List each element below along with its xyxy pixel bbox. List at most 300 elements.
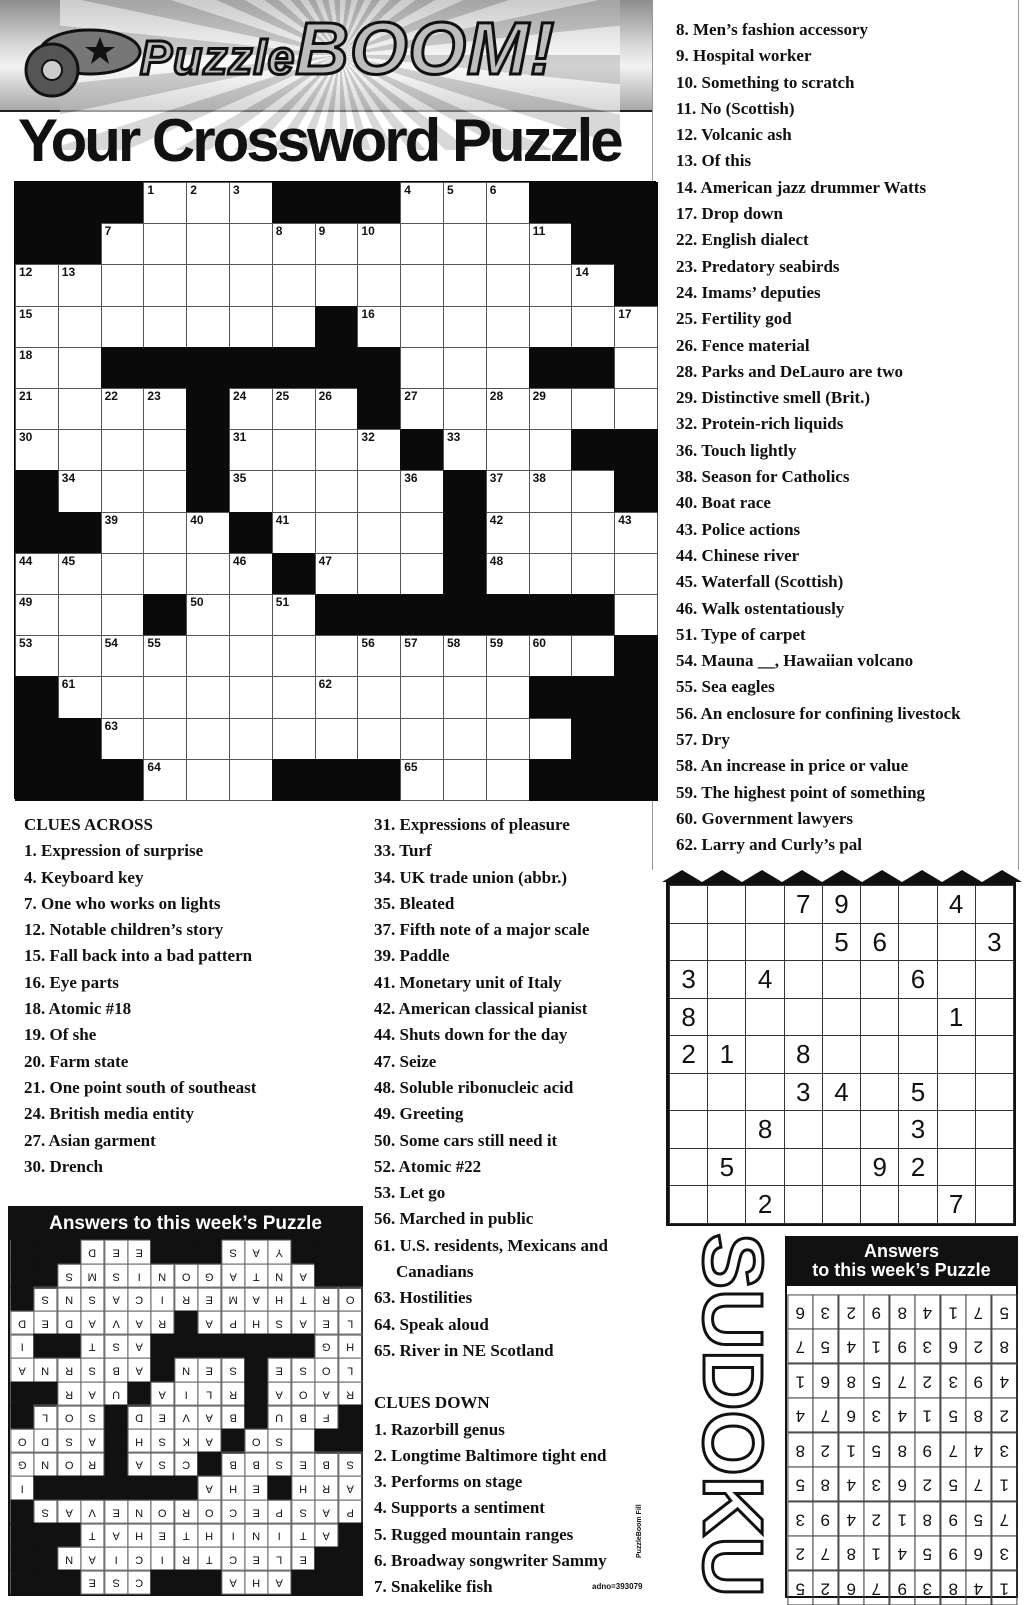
crossword-cell[interactable]: [486, 223, 530, 265]
crossword-cell[interactable]: [443, 264, 487, 306]
crossword-cell[interactable]: [571, 512, 615, 554]
crossword-cell[interactable]: [315, 635, 359, 677]
answer-block-cell: [33, 1382, 57, 1407]
answer-cell: O: [174, 1264, 198, 1289]
sudoku-cell[interactable]: [707, 885, 746, 924]
crossword-cell[interactable]: [486, 635, 530, 677]
answer-cell: H: [244, 1311, 268, 1336]
sudoku-cell[interactable]: [898, 885, 937, 924]
sudoku-answer-cell: 5: [863, 1432, 889, 1467]
sudoku-cell[interactable]: [707, 1185, 746, 1224]
clue-item: 23. Predatory seabirds: [676, 256, 840, 276]
sudoku-cell[interactable]: [860, 960, 899, 999]
crossword-cell[interactable]: [315, 223, 359, 265]
crossword-cell[interactable]: [614, 512, 658, 554]
crossword-cell[interactable]: [614, 553, 658, 595]
answer-cell: B: [291, 1405, 315, 1430]
crossword-cell[interactable]: [15, 635, 59, 677]
crossword-cell[interactable]: [529, 223, 573, 265]
crossword-cell[interactable]: [357, 306, 401, 348]
crossword-block-cell: [58, 512, 102, 554]
crossword-cell[interactable]: [272, 429, 316, 471]
sudoku-cell[interactable]: [860, 1110, 899, 1149]
crossword-cell[interactable]: [229, 594, 273, 636]
crossword-cell[interactable]: [357, 470, 401, 512]
crossword-cell[interactable]: [229, 182, 273, 224]
crossword-cell[interactable]: [529, 429, 573, 471]
crossword-cell[interactable]: [486, 182, 530, 224]
crossword-cell[interactable]: [186, 512, 230, 554]
crossword-cell[interactable]: [229, 429, 273, 471]
crossword-block-cell: [357, 594, 401, 636]
crossword-block-cell: [186, 429, 230, 471]
crossword-cell[interactable]: [272, 306, 316, 348]
crossword-cell[interactable]: [186, 635, 230, 677]
sudoku-cell[interactable]: [860, 1185, 899, 1224]
crossword-cell[interactable]: [571, 388, 615, 430]
crossword-cell[interactable]: [315, 388, 359, 430]
crossword-cell[interactable]: [186, 223, 230, 265]
crossword-cell[interactable]: [101, 223, 145, 265]
sudoku-cell[interactable]: [707, 1073, 746, 1112]
crossword-cell[interactable]: [15, 553, 59, 595]
sudoku-cell[interactable]: [975, 1185, 1014, 1224]
crossword-cell[interactable]: [143, 182, 187, 224]
crossword-cell[interactable]: [15, 388, 59, 430]
sudoku-answer-cell: 6: [940, 1328, 966, 1363]
sudoku-cell[interactable]: [745, 1073, 784, 1112]
crossword-cell[interactable]: [486, 388, 530, 430]
crossword-cell[interactable]: [400, 223, 444, 265]
sudoku-cell[interactable]: [937, 1073, 976, 1112]
sudoku-cell[interactable]: [975, 1148, 1014, 1187]
crossword-cell[interactable]: [186, 759, 230, 801]
crossword-cell[interactable]: [58, 594, 102, 636]
crossword-cell[interactable]: [101, 635, 145, 677]
answer-block-cell: [244, 1405, 268, 1430]
sudoku-cell[interactable]: [937, 1148, 976, 1187]
crossword-cell[interactable]: [529, 635, 573, 677]
crossword-cell[interactable]: [272, 264, 316, 306]
clue-item: 51. Type of carpet: [676, 624, 806, 644]
clue-number: 41: [275, 512, 290, 527]
sudoku-answer-cell: 3: [991, 1535, 1017, 1570]
clue-number: 39: [104, 512, 118, 527]
sudoku-cell[interactable]: [937, 1035, 976, 1074]
sudoku-cell[interactable]: [822, 1035, 861, 1074]
answer-cell: H: [127, 1429, 151, 1454]
crossword-cell[interactable]: [186, 594, 230, 636]
crossword-cell[interactable]: [614, 594, 658, 636]
sudoku-cell[interactable]: [822, 960, 861, 999]
crossword-cell[interactable]: [400, 388, 444, 430]
answer-cell: I: [150, 1547, 174, 1572]
sudoku-cell[interactable]: [707, 1110, 746, 1149]
crossword-cell[interactable]: [58, 264, 102, 306]
answer-cell: E: [127, 1240, 151, 1265]
crossword-cell[interactable]: [443, 676, 487, 718]
sudoku-cell[interactable]: [822, 1185, 861, 1224]
crossword-cell[interactable]: [143, 718, 187, 760]
crossword-cell[interactable]: [443, 635, 487, 677]
clue-item: 20. Farm state: [24, 1051, 129, 1071]
crossword-cell[interactable]: [186, 306, 230, 348]
answer-block-cell: [10, 1547, 34, 1572]
crossword-cell[interactable]: [143, 676, 187, 718]
crossword-cell[interactable]: [101, 718, 145, 760]
crossword-cell[interactable]: [486, 676, 530, 718]
answer-cell: E: [150, 1405, 174, 1430]
answer-cell: H: [338, 1334, 362, 1359]
crossword-cell[interactable]: [272, 635, 316, 677]
crossword-cell[interactable]: [400, 635, 444, 677]
sudoku-cell[interactable]: [784, 998, 823, 1037]
sudoku-cell[interactable]: [898, 923, 937, 962]
crossword-cell[interactable]: [315, 429, 359, 471]
clue-item: 56. An enclosure for confining livestock: [676, 703, 961, 723]
sudoku-cell[interactable]: [860, 885, 899, 924]
clue-number: 58: [447, 636, 461, 651]
answer-cell: B: [314, 1452, 338, 1477]
crossword-cell[interactable]: [229, 306, 273, 348]
sudoku-answer-cell: 4: [965, 1432, 991, 1467]
crossword-cell[interactable]: [443, 306, 487, 348]
sudoku-answer-cell: 8: [991, 1328, 1017, 1363]
sudoku-cell[interactable]: [745, 998, 784, 1037]
crossword-cell[interactable]: [272, 223, 316, 265]
sudoku-cell[interactable]: [707, 960, 746, 999]
sudoku-answer-cell: 7: [940, 1432, 966, 1467]
clue-number: 38: [532, 471, 546, 486]
sudoku-cell[interactable]: [669, 1073, 708, 1112]
sudoku-answer-cell: 3: [914, 1328, 940, 1363]
sudoku-cell[interactable]: [784, 923, 823, 962]
crossword-cell[interactable]: [143, 306, 187, 348]
crossword-cell[interactable]: [571, 264, 615, 306]
sudoku-cell[interactable]: [898, 1035, 937, 1074]
clue-number: 14: [575, 265, 589, 280]
crossword-cell[interactable]: [400, 512, 444, 554]
crossword-block-cell: [315, 306, 359, 348]
crossword-cell[interactable]: [101, 676, 145, 718]
crossword-cell[interactable]: [101, 264, 145, 306]
crossword-cell[interactable]: [143, 635, 187, 677]
crossword-cell[interactable]: [443, 718, 487, 760]
sudoku-cell[interactable]: [898, 1185, 937, 1224]
crossword-cell[interactable]: [186, 182, 230, 224]
crossword-cell[interactable]: [101, 429, 145, 471]
answer-block-cell: [338, 1547, 362, 1572]
crossword-cell[interactable]: [400, 718, 444, 760]
answer-cell: O: [314, 1358, 338, 1383]
crossword-cell[interactable]: [614, 388, 658, 430]
crossword-cell[interactable]: [529, 470, 573, 512]
crossword-cell[interactable]: [400, 553, 444, 595]
crossword-cell[interactable]: [571, 306, 615, 348]
sudoku-cell[interactable]: [975, 960, 1014, 999]
sudoku-cell[interactable]: [860, 1073, 899, 1112]
crossword-cell[interactable]: [400, 264, 444, 306]
crossword-cell[interactable]: [15, 264, 59, 306]
crossword-cell[interactable]: [229, 718, 273, 760]
sudoku-cell[interactable]: [669, 1185, 708, 1224]
clue-number: 47: [318, 553, 332, 568]
crossword-cell[interactable]: [400, 676, 444, 718]
crossword-cell[interactable]: [229, 676, 273, 718]
crossword-answers-grid: [10, 1240, 361, 1594]
crossword-cell[interactable]: [143, 759, 187, 801]
answer-block-cell: [33, 1547, 57, 1572]
answer-block-cell: [10, 1287, 34, 1312]
sudoku-cell[interactable]: [707, 923, 746, 962]
crossword-cell[interactable]: [571, 553, 615, 595]
crossword-cell[interactable]: [101, 553, 145, 595]
crossword-cell[interactable]: [315, 470, 359, 512]
crossword-cell[interactable]: [101, 306, 145, 348]
crossword-cell[interactable]: [357, 676, 401, 718]
crossword-cell[interactable]: [272, 470, 316, 512]
sudoku-cell: 3: [784, 1073, 823, 1112]
crossword-cell[interactable]: [143, 553, 187, 595]
crossword-cell[interactable]: [529, 553, 573, 595]
crossword-cell[interactable]: [186, 718, 230, 760]
crossword-cell[interactable]: [15, 429, 59, 471]
crossword-block-cell: [143, 347, 187, 389]
crossword-cell[interactable]: [143, 470, 187, 512]
crossword-block-cell: [315, 594, 359, 636]
crossword-cell[interactable]: [143, 264, 187, 306]
answer-block-cell: [127, 1382, 151, 1407]
crossword-cell[interactable]: [443, 182, 487, 224]
crossword-cell[interactable]: [357, 223, 401, 265]
answer-cell: M: [80, 1264, 104, 1289]
answer-block-cell: [174, 1334, 198, 1359]
crossword-cell[interactable]: [486, 429, 530, 471]
sudoku-cell[interactable]: [745, 1035, 784, 1074]
answer-cell: A: [197, 1311, 221, 1336]
answer-cell: T: [80, 1334, 104, 1359]
crossword-cell[interactable]: [229, 264, 273, 306]
crossword-block-cell: [443, 512, 487, 554]
sudoku-cell[interactable]: [784, 1185, 823, 1224]
crossword-cell[interactable]: [529, 264, 573, 306]
crossword-cell[interactable]: [571, 470, 615, 512]
sudoku-cell[interactable]: [975, 998, 1014, 1037]
crossword-cell[interactable]: [486, 553, 530, 595]
sudoku-answer-cell: 5: [914, 1535, 940, 1570]
sudoku-cell[interactable]: [669, 923, 708, 962]
crossword-cell[interactable]: [486, 264, 530, 306]
sudoku-answer-cell: 1: [914, 1397, 940, 1432]
sudoku-logo-text: SUDOKU: [685, 1232, 780, 1598]
crossword-cell[interactable]: [143, 223, 187, 265]
crossword-cell[interactable]: [315, 264, 359, 306]
clue-item: 19. Of she: [24, 1025, 97, 1045]
crossword-cell[interactable]: [315, 676, 359, 718]
sudoku-answer-cell: 5: [991, 1294, 1017, 1329]
crossword-cell[interactable]: [15, 347, 59, 389]
sudoku-cell[interactable]: [669, 885, 708, 924]
answer-cell: M: [221, 1287, 245, 1312]
crossword-cell[interactable]: [58, 676, 102, 718]
answer-cell: H: [244, 1570, 268, 1595]
crossword-block-cell: [357, 347, 401, 389]
crossword-cell[interactable]: [15, 306, 59, 348]
crossword-cell[interactable]: [101, 470, 145, 512]
answer-cell: A: [221, 1264, 245, 1289]
crossword-cell[interactable]: [272, 718, 316, 760]
crossword-cell[interactable]: [272, 388, 316, 430]
crossword-grid[interactable]: [14, 181, 656, 799]
sudoku-cell[interactable]: [784, 960, 823, 999]
answer-cell: R: [150, 1311, 174, 1336]
crossword-cell[interactable]: [443, 759, 487, 801]
sudoku-cell[interactable]: [784, 1148, 823, 1187]
crossword-cell[interactable]: [143, 388, 187, 430]
answer-cell: S: [338, 1452, 362, 1477]
sudoku-cell[interactable]: [707, 998, 746, 1037]
clue-item: 13. Of this: [676, 151, 752, 171]
crossword-cell[interactable]: [357, 512, 401, 554]
crossword-cell[interactable]: [529, 388, 573, 430]
sudoku-answer-cell: 2: [787, 1535, 813, 1570]
crossword-cell[interactable]: [143, 429, 187, 471]
crossword-cell[interactable]: [143, 512, 187, 554]
crossword-cell[interactable]: [614, 306, 658, 348]
crossword-cell[interactable]: [229, 223, 273, 265]
sudoku-cell[interactable]: [669, 1148, 708, 1187]
sudoku-answer-cell: 5: [812, 1328, 838, 1363]
crossword-cell[interactable]: [443, 429, 487, 471]
crossword-cell[interactable]: [58, 429, 102, 471]
crossword-cell[interactable]: [315, 553, 359, 595]
sudoku-cell[interactable]: [975, 1073, 1014, 1112]
crossword-cell[interactable]: [229, 635, 273, 677]
sudoku-cell[interactable]: [937, 960, 976, 999]
clue-item: 14. American jazz drummer Watts: [676, 177, 927, 197]
sudoku-cell[interactable]: [975, 1035, 1014, 1074]
crossword-block-cell: [15, 759, 59, 801]
crossword-cell[interactable]: [486, 347, 530, 389]
crossword-cell[interactable]: [486, 306, 530, 348]
sudoku-cell[interactable]: [975, 885, 1014, 924]
sudoku-answer-cell: 4: [838, 1328, 864, 1363]
sudoku-cell[interactable]: [669, 1110, 708, 1149]
crossword-cell[interactable]: [357, 718, 401, 760]
answer-block-cell: [57, 1570, 81, 1595]
sudoku-answer-cell: 5: [863, 1363, 889, 1398]
crossword-cell[interactable]: [357, 635, 401, 677]
clue-number: 8: [275, 224, 283, 239]
sudoku-cell[interactable]: [898, 998, 937, 1037]
crossword-cell[interactable]: [101, 388, 145, 430]
crossword-cell[interactable]: [571, 635, 615, 677]
crossword-cell[interactable]: [58, 388, 102, 430]
crossword-cell[interactable]: [229, 759, 273, 801]
sudoku-cell[interactable]: [745, 885, 784, 924]
clue-number: 40: [190, 512, 204, 527]
crossword-cell[interactable]: [229, 553, 273, 595]
sudoku-cell[interactable]: [745, 1148, 784, 1187]
crossword-cell[interactable]: [101, 594, 145, 636]
crossword-cell[interactable]: [486, 512, 530, 554]
answer-cell: O: [150, 1500, 174, 1525]
crossword-cell[interactable]: [315, 718, 359, 760]
crossword-cell[interactable]: [315, 512, 359, 554]
sudoku-cell[interactable]: [745, 923, 784, 962]
crossword-cell[interactable]: [529, 718, 573, 760]
crossword-cell[interactable]: [272, 512, 316, 554]
crossword-cell[interactable]: [58, 470, 102, 512]
crossword-cell[interactable]: [58, 347, 102, 389]
crossword-cell[interactable]: [400, 182, 444, 224]
crossword-cell[interactable]: [486, 470, 530, 512]
crossword-cell[interactable]: [614, 347, 658, 389]
crossword-cell[interactable]: [101, 512, 145, 554]
clue-number: 13: [61, 265, 76, 280]
sudoku-cell[interactable]: [860, 1035, 899, 1074]
crossword-cell[interactable]: [15, 594, 59, 636]
crossword-cell[interactable]: [272, 594, 316, 636]
crossword-cell[interactable]: [443, 388, 487, 430]
sudoku-cell[interactable]: [860, 998, 899, 1037]
answer-cell: L: [267, 1547, 291, 1572]
sudoku-cell[interactable]: [937, 1110, 976, 1149]
sudoku-cell[interactable]: [822, 998, 861, 1037]
crossword-cell[interactable]: [229, 470, 273, 512]
crossword-cell[interactable]: [529, 512, 573, 554]
crossword-cell[interactable]: [186, 676, 230, 718]
sudoku-cell[interactable]: [822, 1110, 861, 1149]
crossword-cell[interactable]: [357, 553, 401, 595]
crossword-cell[interactable]: [400, 759, 444, 801]
crossword-cell[interactable]: [357, 429, 401, 471]
clue-item: 12. Notable children’s story: [24, 920, 224, 940]
clue-number: 32: [361, 430, 375, 445]
crossword-cell[interactable]: [357, 264, 401, 306]
crossword-cell[interactable]: [529, 306, 573, 348]
sudoku-cell[interactable]: [937, 923, 976, 962]
answer-cell: N: [174, 1358, 198, 1383]
crossword-cell[interactable]: [229, 388, 273, 430]
crossword-cell[interactable]: [486, 718, 530, 760]
crossword-block-cell: [571, 594, 615, 636]
clue-item: 45. Waterfall (Scottish): [676, 572, 844, 592]
crossword-cell[interactable]: [58, 553, 102, 595]
crossword-cell[interactable]: [400, 306, 444, 348]
crossword-cell[interactable]: [186, 264, 230, 306]
answer-cell: S: [221, 1358, 245, 1383]
sudoku-cell[interactable]: [784, 1110, 823, 1149]
crossword-cell[interactable]: [186, 553, 230, 595]
sudoku-answer-cell: 6: [889, 1466, 915, 1501]
crossword-cell[interactable]: [400, 347, 444, 389]
clue-item: 9. Hospital worker: [676, 46, 812, 66]
sudoku-cell[interactable]: [822, 1148, 861, 1187]
crossword-cell[interactable]: [58, 306, 102, 348]
crossword-cell[interactable]: [58, 635, 102, 677]
crossword-cell[interactable]: [443, 223, 487, 265]
crossword-cell[interactable]: [486, 759, 530, 801]
crossword-cell[interactable]: [400, 470, 444, 512]
crossword-cell[interactable]: [443, 347, 487, 389]
answer-cell: N: [127, 1500, 151, 1525]
crossword-cell[interactable]: [272, 676, 316, 718]
sudoku-cell[interactable]: [975, 1110, 1014, 1149]
sudoku-grid[interactable]: [666, 882, 1016, 1226]
answer-cell: P: [267, 1500, 291, 1525]
answer-cell: E: [291, 1452, 315, 1477]
